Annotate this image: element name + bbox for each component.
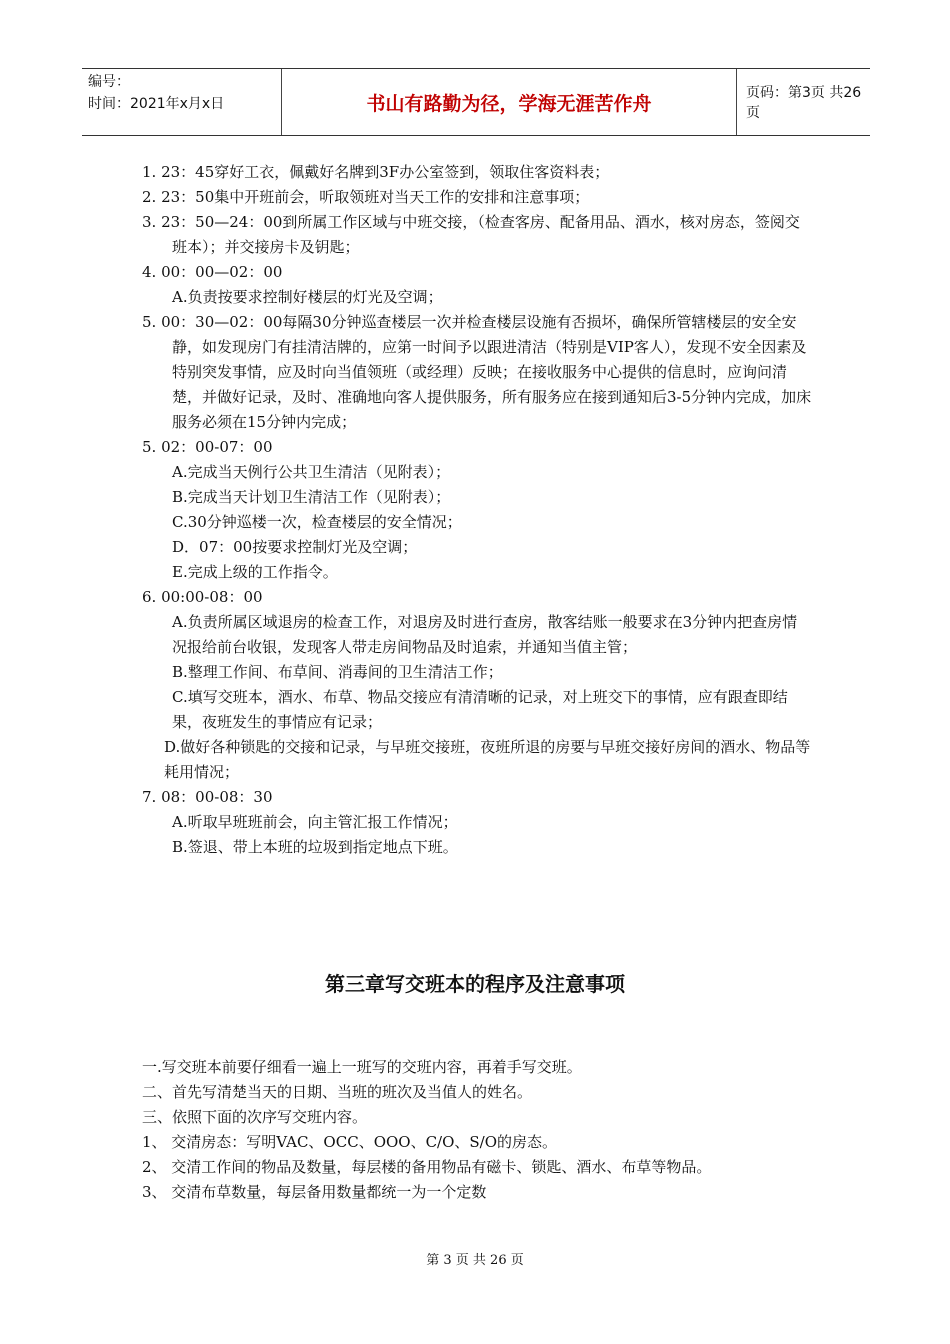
text-line: A.完成当天例行公共卫生清洁（见附表）； — [172, 463, 451, 481]
text-line: C.30分钟巡楼一次，检查楼层的安全情况； — [172, 513, 462, 531]
text-line: 4. 00：00—02：00 — [142, 263, 283, 281]
text-line: B.签退、带上本班的垃圾到指定地点下班。 — [172, 838, 458, 856]
text-line: A.负责按要求控制好楼层的灯光及空调； — [172, 288, 443, 306]
page-footer: 第 3 页 共 26 页 — [426, 1253, 524, 1268]
header-meta — [82, 69, 282, 135]
text-line: 3、 交清布草数量，每层备用数量都统一为一个定数 — [142, 1183, 487, 1201]
text-line: C.填写交班本，酒水、布草、物品交接应有清清晰的记录，对上班交下的事情，应有跟查即结果，夜班发生的事情应有记录； — [172, 688, 788, 731]
text-line: 1. 23：45穿好工衣，佩戴好名牌到3F办公室签到，领取住客资料表； — [142, 163, 610, 181]
text-line: 2. 23：50集中开班前会，听取领班对当天工作的安排和注意事项； — [142, 188, 590, 206]
text-line: B.完成当天计划卫生清洁工作（见附表）； — [172, 488, 451, 506]
text-line: A.负责所属区域退房的检查工作，对退房及时进行查房，散客结账一般要求在3分钟内把查房情况报给前台收银，发现客人带走房间物品及时追索，并通知当值主管； — [172, 613, 798, 656]
header-page-info: 页码：第3页 共26页 — [746, 85, 862, 121]
header-motto: 书山有路勤为径，学海无涯苦作舟 — [282, 69, 737, 135]
procedure-list — [142, 160, 812, 860]
page-header — [82, 68, 870, 136]
handover-instructions — [142, 1055, 812, 1205]
chapter-title: 第三章写交班本的程序及注意事项 — [325, 972, 625, 996]
text-line: B.整理工作间、布草间、消毒间的卫生清洁工作； — [172, 663, 503, 681]
text-line: 6. 00:00-08：00 — [142, 588, 263, 606]
document-date: 时间：2021年x月x日 — [88, 96, 225, 112]
text-line: 2、 交清工作间的物品及数量，每层楼的备用物品有磁卡、锁匙、酒水、布草等物品。 — [142, 1158, 712, 1176]
text-line: 二、首先写清楚当天的日期、当班的班次及当值人的姓名。 — [142, 1083, 533, 1101]
text-line: 5. 02：00-07：00 — [142, 438, 273, 456]
text-line: 三、依照下面的次序写交班内容。 — [142, 1108, 368, 1126]
text-line: 3. 23：50—24：00到所属工作区域与中班交接，（检查客房、配备用品、酒水，核对房态，签阅交班本）；并交接房卡及钥匙； — [142, 213, 800, 256]
text-line: 7. 08：00-08：30 — [142, 788, 273, 806]
text-line: 5. 00：30—02：00每隔30分钟巡查楼层一次并检查楼层设施有否损坏，确保所管辖楼层的安全安静，如发现房门有挂清洁牌的，应第一时间予以跟进清洁（特别是VIP客人），发现不安全因素及特别突发事情，应及时向当值领班（或经理）反映；在接收服务中心提供的信息时，应询问清楚，并做好记录，及时、准确地向客人提供服务，所有服务应在接到通知后3-5分钟内完成，加床服务必须在15分钟内完成； — [142, 313, 812, 431]
text-line: 一.写交班本前要仔细看一遍上一班写的交班内容，再着手写交班。 — [142, 1058, 582, 1076]
text-line: D.做好各种锁匙的交接和记录，与早班交接班，夜班所退的房要与早班交接好房间的酒水、物品等耗用情况； — [164, 738, 811, 781]
text-line: A.听取早班班前会，向主管汇报工作情况； — [172, 813, 458, 831]
text-line: D．07：00按要求控制灯光及空调； — [172, 538, 418, 556]
text-line: E.完成上级的工作指令。 — [172, 563, 338, 581]
text-line: 1、 交清房态：写明VAC、OCC、OOO、C/O、S/O的房态。 — [142, 1133, 558, 1151]
document-number-label: 编号： — [88, 74, 130, 90]
